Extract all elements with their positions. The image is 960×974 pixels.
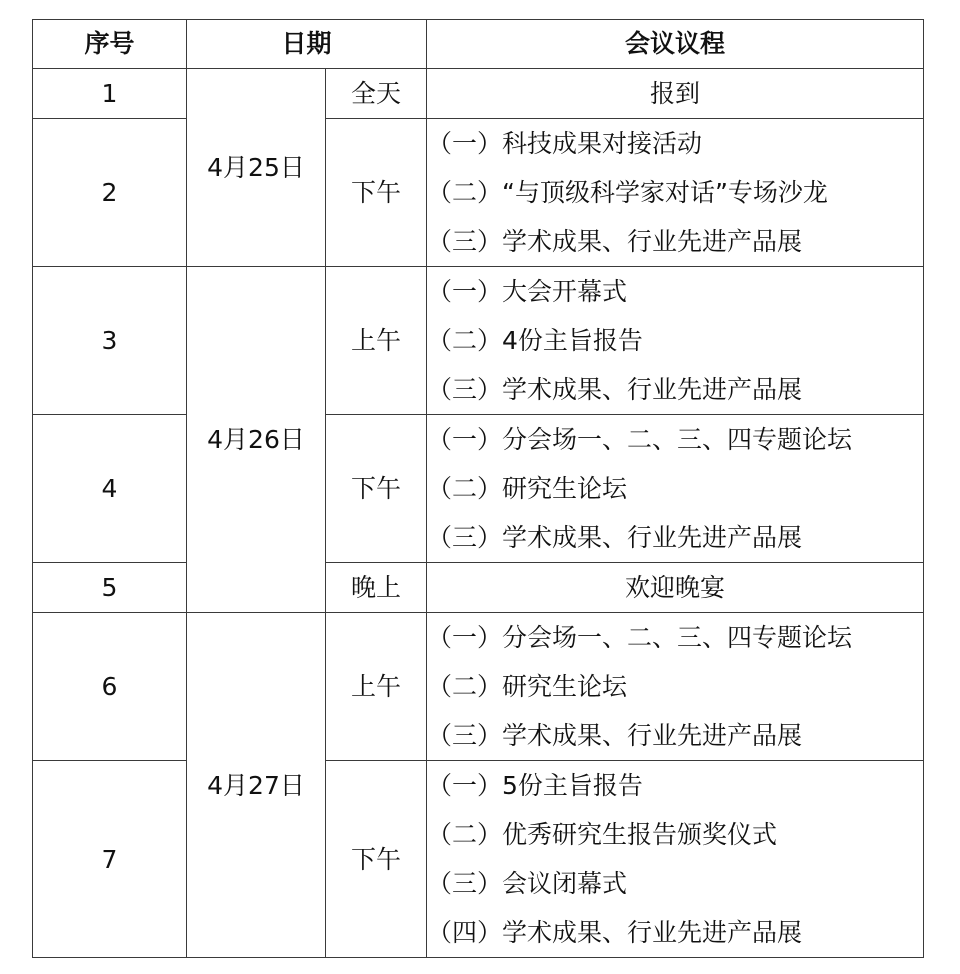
- table-row: [33, 415, 924, 563]
- agenda-item: （三）学术成果、行业先进产品展: [427, 721, 803, 750]
- agenda-item: （三）学术成果、行业先进产品展: [427, 227, 803, 256]
- date-cell: 4月27日: [187, 613, 326, 958]
- header-no: 序号: [33, 20, 187, 69]
- date-cell: 4月26日: [187, 267, 326, 613]
- agenda-table: [32, 19, 924, 958]
- period-cell: 全天: [326, 69, 427, 119]
- table-row: [33, 563, 924, 613]
- row-no: 3: [33, 267, 187, 415]
- period-cell: 下午: [326, 761, 427, 958]
- table-row: [33, 119, 924, 267]
- agenda-cell: [427, 761, 924, 958]
- agenda-cell: [427, 119, 924, 267]
- header-date: 日期: [187, 20, 427, 69]
- header-agenda: 会议议程: [427, 20, 924, 69]
- agenda-item: （二）“与顶级科学家对话”专场沙龙: [427, 178, 828, 207]
- agenda-item: （四）学术成果、行业先进产品展: [427, 918, 803, 947]
- agenda-item: （二）研究生论坛: [427, 474, 628, 503]
- agenda-cell: [427, 613, 924, 761]
- agenda-item: （二）4份主旨报告: [427, 326, 643, 355]
- period-cell: 晚上: [326, 563, 427, 613]
- header-row: [33, 20, 924, 69]
- table-row: [33, 761, 924, 958]
- row-no: 4: [33, 415, 187, 563]
- agenda-item: （一）科技成果对接活动: [427, 129, 703, 158]
- period-cell: 上午: [326, 267, 427, 415]
- agenda-item: （三）学术成果、行业先进产品展: [427, 375, 803, 404]
- date-cell: 4月25日: [187, 69, 326, 267]
- agenda-item: （二）优秀研究生报告颁奖仪式: [427, 820, 778, 849]
- row-no: 2: [33, 119, 187, 267]
- agenda-cell: [427, 415, 924, 563]
- agenda-cell: 欢迎晚宴: [427, 563, 924, 613]
- row-no: 7: [33, 761, 187, 958]
- period-cell: 下午: [326, 415, 427, 563]
- agenda-item: （一）5份主旨报告: [427, 771, 643, 800]
- row-no: 6: [33, 613, 187, 761]
- agenda-item: （二）研究生论坛: [427, 672, 628, 701]
- table-row: [33, 613, 924, 761]
- agenda-item: （三）会议闭幕式: [427, 869, 628, 898]
- table-row: [33, 69, 924, 119]
- agenda-cell: 报到: [427, 69, 924, 119]
- agenda-item: （一）大会开幕式: [427, 277, 628, 306]
- row-no: 5: [33, 563, 187, 613]
- agenda-item: （一）分会场一、二、三、四专题论坛: [427, 623, 853, 652]
- table-row: [33, 267, 924, 415]
- period-cell: 下午: [326, 119, 427, 267]
- agenda-item: （一）分会场一、二、三、四专题论坛: [427, 425, 853, 454]
- period-cell: 上午: [326, 613, 427, 761]
- row-no: 1: [33, 69, 187, 119]
- agenda-cell: [427, 267, 924, 415]
- agenda-item: （三）学术成果、行业先进产品展: [427, 523, 803, 552]
